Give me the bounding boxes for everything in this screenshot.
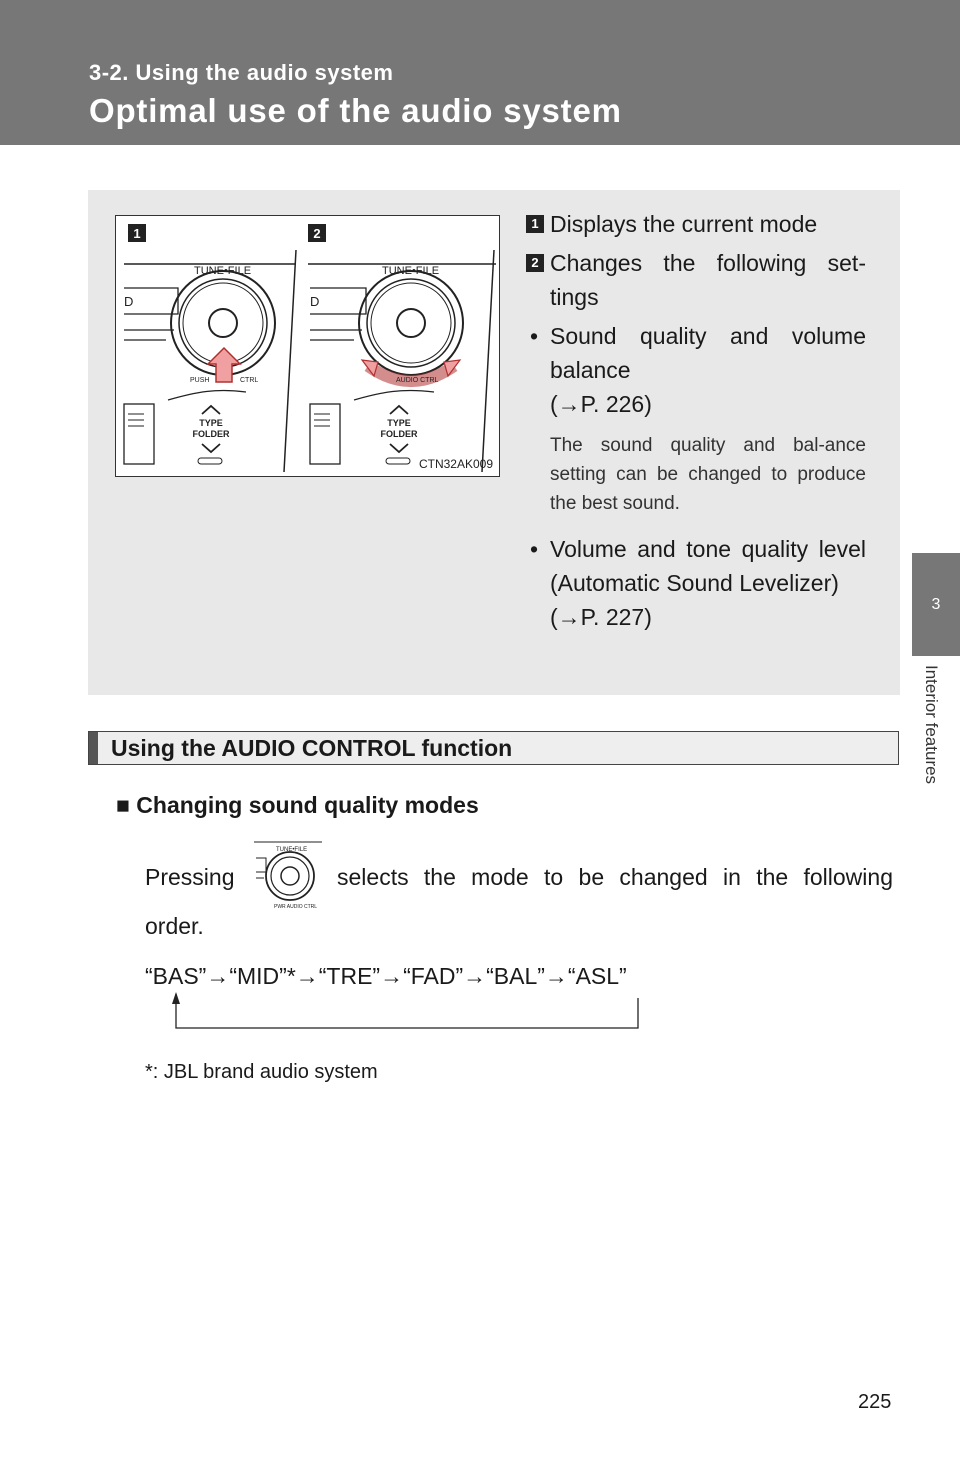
legend	[526, 207, 866, 634]
badge-2: 2	[313, 226, 321, 241]
page-header	[0, 0, 960, 145]
footnote: *: JBL brand audio system	[145, 1061, 378, 1083]
heading-stripe	[89, 732, 98, 764]
audio-ctrl-label: AUDIO CTRL	[396, 377, 439, 384]
body-pre: Pressing	[145, 864, 235, 890]
audio-panel-illustration	[116, 216, 499, 476]
body-post: selects the mode to be changed in the following	[337, 864, 893, 890]
bullet-ref-1[interactable]: (→P. 226)	[550, 391, 652, 417]
body-line-2: order.	[145, 913, 204, 939]
chapter-label: Interior features	[922, 665, 941, 785]
bullet-text-2: Volume and tone quality level (Automatic Sound Levelizer)	[550, 536, 866, 596]
legend-item-1	[526, 207, 866, 241]
bullet-text-1: Sound quality and volume balance	[550, 323, 866, 383]
type-label-1: TYPE	[199, 418, 223, 428]
legend-text-2: Changes the following set-tings	[550, 250, 866, 310]
legend-item-2	[526, 246, 866, 314]
legend-badge-1: 1	[526, 215, 544, 233]
subheading: ■ Changing sound quality modes	[116, 792, 479, 818]
folder-label-2: FOLDER	[380, 429, 418, 439]
knob-top-label: TUNE•FILE	[276, 847, 308, 853]
bullet-dot-2: •	[530, 536, 539, 562]
d-label-1: D	[124, 294, 134, 309]
badge-1: 1	[133, 226, 141, 241]
audio-panel-figure	[115, 215, 500, 477]
tune-file-label-1: TUNE•FILE	[194, 265, 252, 277]
ctrl-label: CTRL	[240, 377, 259, 384]
bullet-note-1: The sound quality and bal-ance setting can be changed to produce the best sound.	[550, 435, 866, 514]
legend-text-1: Displays the current mode	[550, 211, 818, 237]
d-label-2: D	[310, 294, 320, 309]
legend-badge-2: 2	[526, 254, 544, 272]
push-label: PUSH	[190, 377, 210, 384]
legend-bullet-2	[526, 532, 866, 634]
tune-file-knob-icon	[252, 838, 324, 910]
mode-sequence: “BAS”→“MID”*→“TRE”→“FAD”→“BAL”→“ASL”	[145, 963, 627, 989]
folder-label-1: FOLDER	[192, 429, 230, 439]
type-label-2: TYPE	[387, 418, 411, 428]
knob-bottom-label: PWR AUDIO CTRL	[274, 904, 318, 910]
chapter-tab[interactable]: 3	[912, 553, 960, 656]
section-heading	[88, 731, 899, 765]
section-label: 3-2. Using the audio system	[89, 60, 394, 85]
bullet-dot-1: •	[530, 323, 539, 349]
page-title: Optimal use of the audio system	[89, 92, 622, 129]
page-number: 225	[858, 1391, 892, 1413]
section-heading-text: Using the AUDIO CONTROL function	[111, 735, 513, 761]
bullet-ref-2[interactable]: (→P. 227)	[550, 604, 652, 630]
loop-return-arrow	[165, 990, 645, 1032]
legend-bullet-1	[526, 319, 866, 421]
tune-file-label-2: TUNE•FILE	[382, 265, 440, 277]
figure-caption: CTN32AK009	[418, 457, 493, 471]
